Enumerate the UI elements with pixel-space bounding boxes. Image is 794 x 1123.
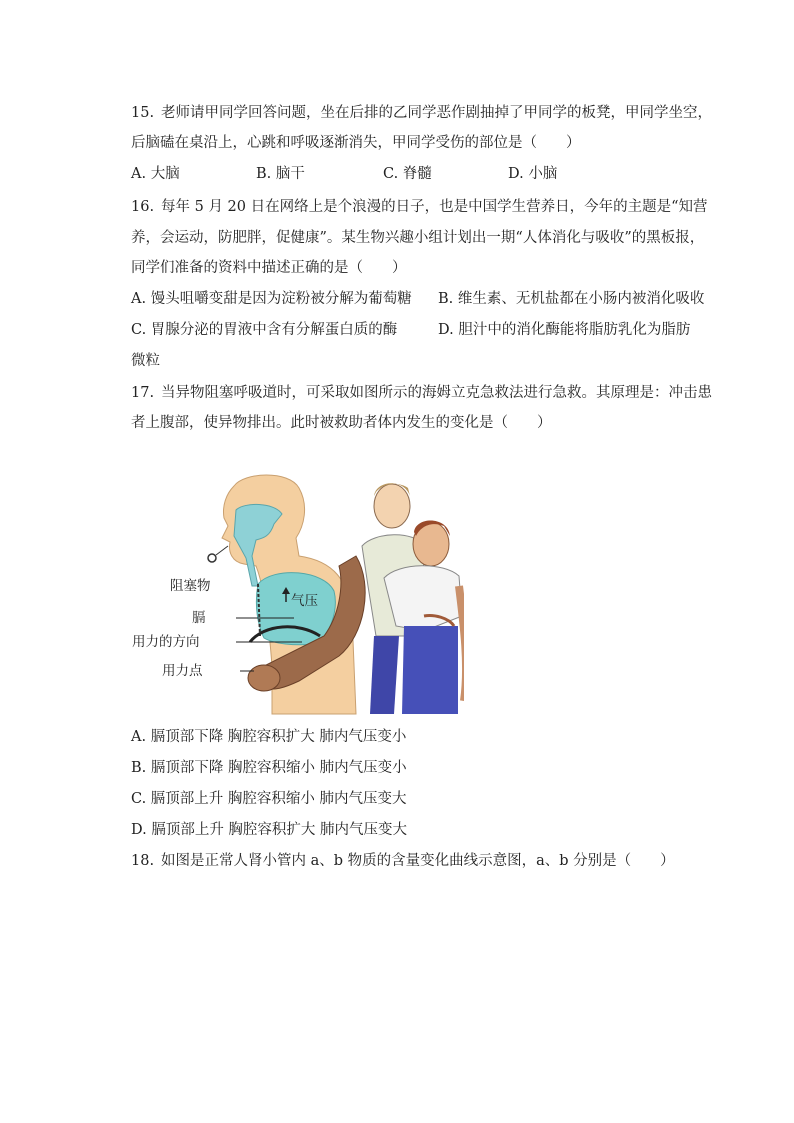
q16-option-d: D. 胆汁中的消化酶能将脂肪乳化为脂肪 <box>438 322 691 338</box>
question-number: 16. <box>131 199 155 215</box>
obstruction-label: 阻塞物 <box>170 578 211 594</box>
q17-option-b: B. 膈顶部下降 胸腔容积缩小 肺内气压变小 <box>131 760 407 776</box>
question-15-line-1 <box>131 102 712 124</box>
obstruction-marker <box>208 554 216 562</box>
rescue-scene <box>362 483 464 714</box>
question-number: 17. <box>131 385 155 401</box>
q16-option-c: C. 胃腺分泌的胃液中含有分解蛋白质的酶 <box>131 322 398 338</box>
force-point-label: 用力点 <box>162 663 203 679</box>
heimlich-figure <box>124 466 464 718</box>
question-text: 每年 5 月 20 日在网络上是个浪漫的日子，也是中国学生营养日，今年的主题是“知营 <box>161 199 708 215</box>
fist <box>248 665 280 691</box>
force-direction-label: 用力的方向 <box>132 634 200 650</box>
q17-option-c: C. 膈顶部上升 胸腔容积缩小 肺内气压变大 <box>131 791 407 807</box>
heimlich-illustration <box>124 466 464 718</box>
question-number: 18. <box>131 853 155 869</box>
question-text: 如图是正常人肾小管内 a、b 物质的含量变化曲线示意图，a、b 分别是（ ） <box>161 853 675 869</box>
question-15-line-2: 后脑磕在桌沿上，心跳和呼吸逐渐消失，甲同学受伤的部位是（ ） <box>131 135 581 151</box>
question-16-line-2: 养，会运动，防肥胖，促健康”。某生物兴趣小组计划出一期“人体消化与吸收”的黑板报， <box>131 230 705 246</box>
question-17-line-1 <box>131 382 712 404</box>
cross-section-diagram <box>132 475 365 714</box>
q16-option-a: A. 馒头咀嚼变甜是因为淀粉被分解为葡萄糖 <box>131 291 412 307</box>
q17-option-d: D. 膈顶部上升 胸腔容积扩大 肺内气压变大 <box>131 822 408 838</box>
q16-option-d-continued: 微粒 <box>131 353 160 369</box>
question-text: 老师请甲同学回答问题，坐在后排的乙同学恶作剧抽掉了甲同学的板凳，甲同学坐空， <box>161 105 712 121</box>
q16-option-b: B. 维生素、无机盐都在小肠内被消化吸收 <box>438 291 705 307</box>
question-number: 15. <box>131 105 155 121</box>
question-18-line-1 <box>131 850 675 872</box>
question-17-line-2: 者上腹部，使异物排出。此时被救助者体内发生的变化是（ ） <box>131 415 552 431</box>
q15-option-d: D. 小脑 <box>508 166 558 182</box>
q15-option-a: A. 大脑 <box>131 166 180 182</box>
question-16-line-1 <box>131 196 708 218</box>
q15-option-c: C. 脊髓 <box>383 166 432 182</box>
q17-option-a: A. 膈顶部下降 胸腔容积扩大 肺内气压变小 <box>131 729 407 745</box>
question-text: 当异物阻塞呼吸道时，可采取如图所示的海姆立克急救法进行急救。其原理是：冲击患 <box>161 385 712 401</box>
question-16-line-3: 同学们准备的资料中描述正确的是（ ） <box>131 260 407 276</box>
diaphragm-label: 膈 <box>192 610 206 626</box>
pressure-label: 气压 <box>291 593 318 609</box>
q15-option-b: B. 脑干 <box>256 166 305 182</box>
